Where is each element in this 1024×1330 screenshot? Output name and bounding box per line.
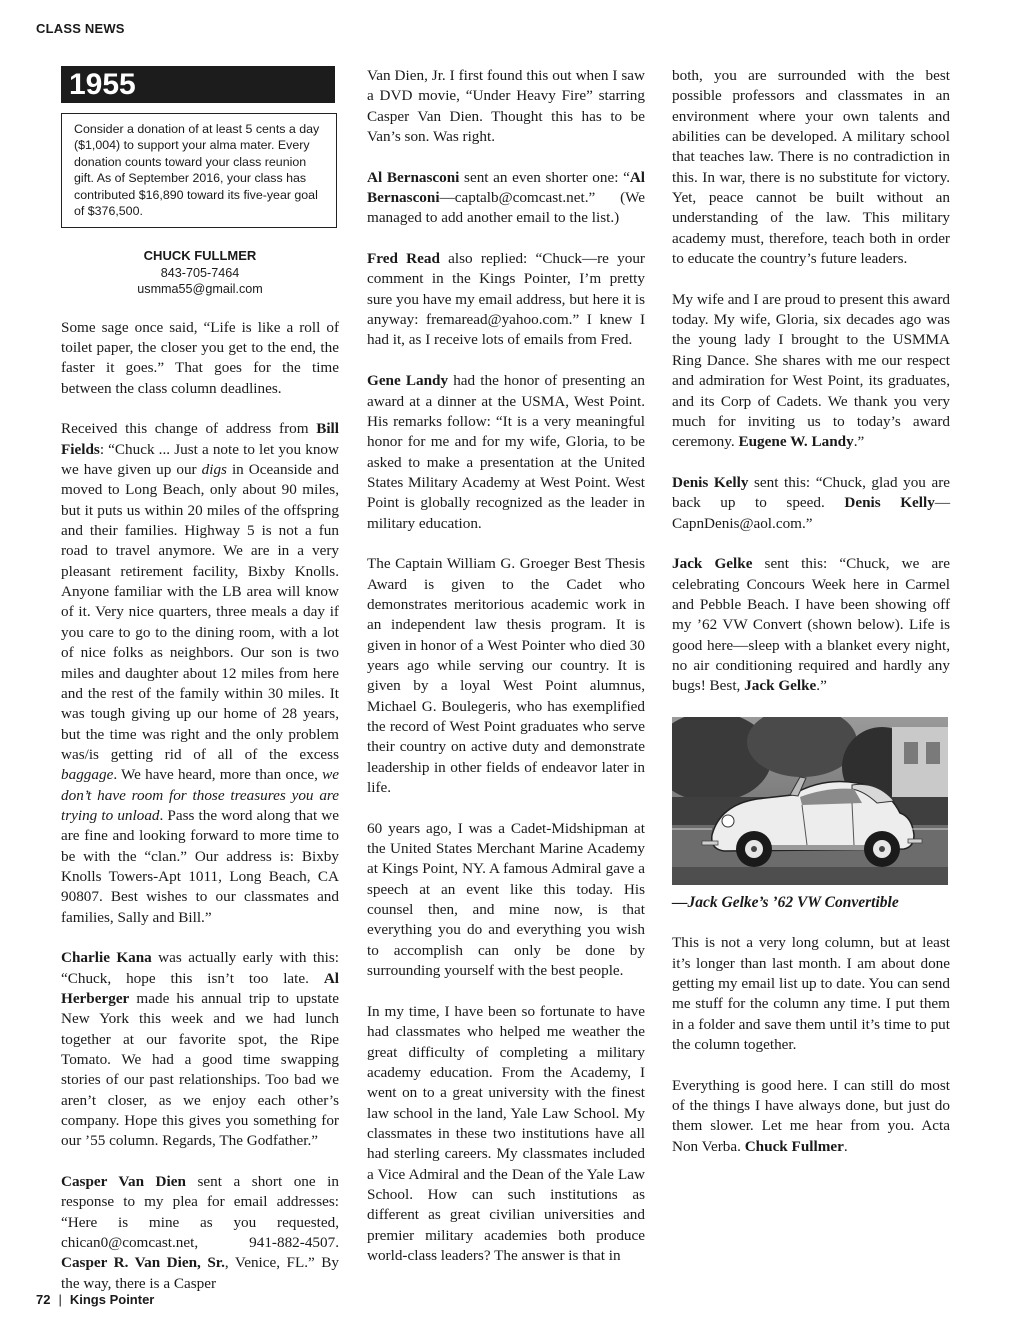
paragraph: Everything is good here. I can still do most of the things I have always done, but just do them slower. Let me hear from you. Acta Non Verba. Chuck Fullmer. — [672, 1076, 950, 1155]
contact-email[interactable]: usmma55@gmail.com — [137, 282, 263, 297]
contact-phone: 843-705-7464 — [160, 265, 240, 280]
paragraph: Casper Van Dien sent a short one in response to my plea for email addresses: “Here is mine as you requested, chican0@comcast.net, 941-882-4507. Casper R. Van Dien, Sr., Venice, FL.” By the way, there is a Casper — [61, 1173, 339, 1292]
paragraph: In my time, I have been so fortunate to have had classmates who helped me weather the great difficulty of completing a military academy education. From the Academy, I went on to a great university with the finest law school in the land, Yale Law School. My classmates in these two institutions have all had sterling careers. My classmates included a Vice Admiral and the Dean of the Yale Law School. How can such institutions as different as great civilian universities and premier military academies both produce world-class leaders? The answer is that in — [367, 1002, 645, 1264]
paragraph: Fred Read also replied: “Chuck—re your comment in the Kings Pointer, I’m pretty sure you have my email address, but here it is anyway: fremaread@yahoo.com.” I knew I had it, as I receive lots of emails from Fred. — [367, 250, 645, 349]
vw-convertible-photo — [672, 717, 948, 885]
paragraph: This is not a very long column, but at least it’s longer than last month. I am about done getting my email list up to date. You can send me stuff for the column any time. I put them in a folder and save them until it’s time to put the column together. — [672, 934, 950, 1054]
footer-separator: | — [58, 1292, 62, 1307]
paragraph: Gene Landy had the honor of presenting an award at a dinner at the USMA, West Point. His remarks follow: “It is a very meaningful honor for me and for my wife, Gloria, to be asked to make a presentation at the United States Military Academy at West Point. West Point is globally recognized as the leader in military education. — [367, 372, 645, 532]
paragraph: both, you are surrounded with the best possible professors and classmates in an environment where your own talents and abilities can be developed. A military school that teaches law. There is no contradiction in this. In war, there is no substitute for victory. Yet, peace cannot be built without an understanding of the law. This military academy must, therefore, teach both in order to educate the country’s future leaders. — [672, 67, 950, 268]
paragraph: Jack Gelke sent this: “Chuck, we are celebrating Concours Week here in Carmel and Pebble Beach. I have been showing off my ’62 VW Convert (shown below). Life is good here—sleep with a blanket every night, no air conditioning required and hardly any bugs! Best, Jack Gelke.” — [672, 555, 950, 695]
paragraph: 60 years ago, I was a Cadet-Midshipman at the United States Merchant Marine Academy at Kings Point, NY. A famous Admiral gave a speech at an event like this today. His counsel then, and mine now, is that everything you do and everything you wish to accomplish can only be done by surrounding yourself with the best people. — [367, 819, 645, 980]
section-label: CLASS NEWS — [36, 21, 125, 36]
paragraph: Received this change of address from Bill Fields: “Chuck ... Just a note to let you know we have given up our digs in Oceanside and moved to Long Beach, only about 90 miles, but it puts us within 20 miles of the offspring and their families. Highway 5 is not a fun road to travel anymore. We are in a very pleasant retirement facility, Bixby Knolls. Anyone familiar with the LB area will know of it. Very nice quarters, three meals a day if you care to go to the dining room, with a lot of nice folks as neighbors. Our son is two miles and daughter about 12 miles from here and the rest of the family within 30 miles. It was tough giving up our home of 28 years, but the time was right and the only problem was/is getting rid of all of the excess baggage. We have heard, more than once, we don’t have room for those treasures you are trying to unload. Pass the word along that we are fine and looking forward to more time to be with the “clan.” Our address is: Bixby Knolls Towers-Apt 1011, Long Beach, CA 90807. Best wishes to our classmates and families, Sally and Bill.” — [61, 420, 340, 926]
photo-caption: —Jack Gelke’s ’62 VW Convertible — [672, 894, 899, 911]
paragraph: Al Bernasconi sent an even shorter one: “Al Bernasconi—captalb@comcast.net.” (We managed to add another email to the list.) — [367, 168, 645, 227]
column-2 — [367, 66, 645, 1287]
class-contact — [61, 248, 339, 297]
donation-box: Consider a donation of at least 5 cents a day ($1,004) to support your alma mater. Every donation counts toward your class reunion gift. As of September 2016, your class has contributed $16,890 toward its five-year goal of $376,500. — [61, 113, 337, 228]
paragraph: The Captain William G. Groeger Best Thesis Award is given to the Cadet who demonstrates meritorious academic work in an independent law thesis program. It is given in honor of a West Pointer who died 30 years ago while serving our country. It is given by a loyal West Point alumnus, Michael G. Boulegeris, who has exemplified the record of West Point graduates who serve their country on active duty and demonstrate leadership in other fields of endeavor later in life. — [367, 555, 645, 797]
column-1 — [61, 66, 339, 1315]
paragraph: Denis Kelly sent this: “Chuck, glad you are back up to speed. Denis Kelly—CapnDenis@aol.com.” — [672, 473, 950, 532]
publication-name: Kings Pointer — [69, 1292, 155, 1307]
page-number: 72 — [36, 1292, 51, 1307]
contact-name: CHUCK FULLMER — [143, 248, 257, 264]
paragraph: My wife and I are proud to present this award today. My wife, Gloria, six decades ago was the young lady I brought to the USMMA Ring Dance. She shares with me our respect and admiration for West Point, its graduates, and its Corp of Cadets. We thank you very much for inviting us to today’s award ceremony. Eugene W. Landy.” — [672, 290, 950, 451]
class-year-banner: 1955 — [61, 66, 335, 103]
paragraph: Van Dien, Jr. I first found this out when I saw a DVD movie, “Under Heavy Fire” starring Casper Van Dien. Thought this has to be Van’s son. Was right. — [367, 67, 645, 146]
paragraph: Charlie Kana was actually early with this: “Chuck, hope this isn’t too late. Al Herberger made his annual trip to upstate New York this week and we had lunch together at our favorite spot, the Ripe Tomato. We had a good time swapping stories of our past relationships. Too bad we aren’t closer, as we enjoy each other’s company. Hope this gives you something for our ’55 column. Regards, The Godfather.” — [61, 949, 339, 1150]
column-3 — [672, 66, 950, 1177]
page-footer — [36, 1292, 154, 1307]
paragraph: Some sage once said, “Life is like a roll of toilet paper, the closer you get to the end, the faster it goes.” That goes for the time between the class column deadlines. — [61, 318, 339, 397]
